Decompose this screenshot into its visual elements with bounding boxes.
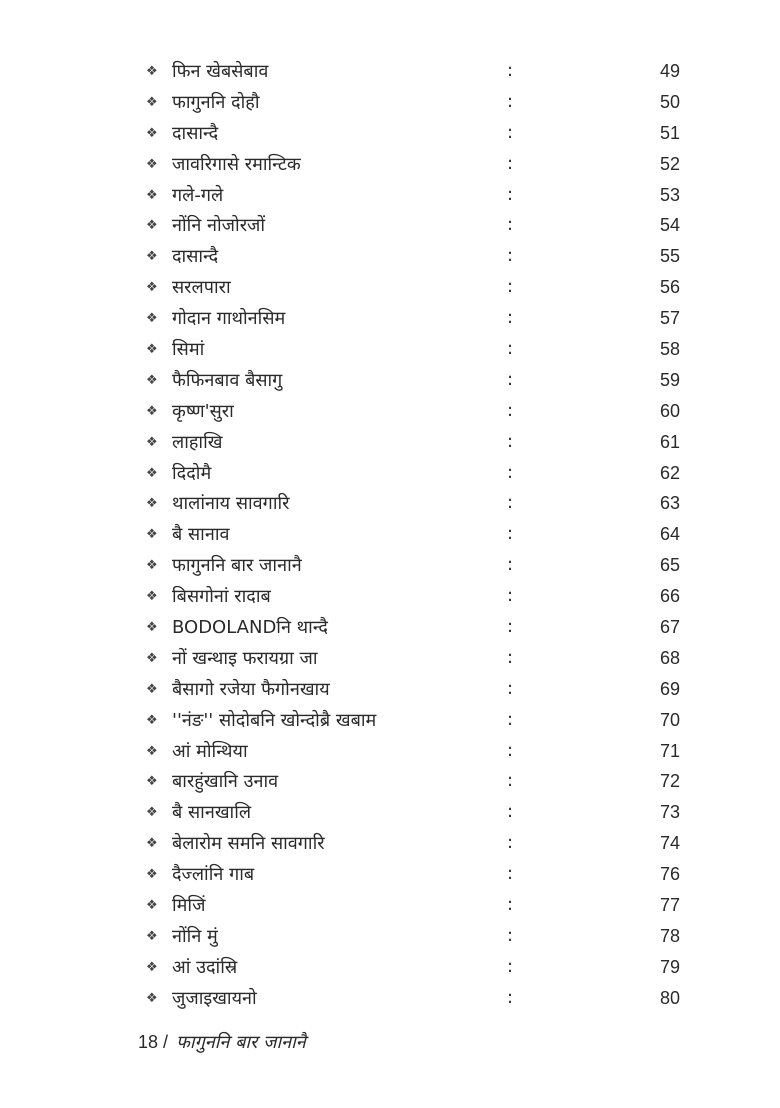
entry-title: बेलारोम समनि सावगारि [172,833,325,855]
toc-entry [0,583,780,614]
entry-separator: : [507,430,514,452]
entry-page-number: 63 [659,493,680,514]
entry-page-number: 69 [659,678,680,699]
diamond-dots-icon: ❖ [146,249,158,265]
diamond-dots-icon: ❖ [146,280,158,296]
toc-entry [0,89,780,120]
diamond-dots-icon: ❖ [146,836,158,852]
entry-title: फागुननि बार जानानै [172,555,302,577]
entry-title: मिजिं [172,895,206,917]
entry-page-number: 67 [659,617,680,638]
toc-entry [0,490,780,521]
entry-page-number: 52 [659,153,680,174]
entry-separator: : [507,368,514,390]
toc-entry [0,460,780,491]
diamond-dots-icon: ❖ [146,125,158,141]
entry-separator: : [507,523,514,545]
entry-title: बै सानाव [172,524,230,546]
entry-title: दासान्दै [172,246,219,268]
entry-separator: : [507,492,514,514]
entry-title: दासान्दै [172,122,219,144]
entry-page-number: 57 [659,308,680,329]
entry-page-number: 65 [659,555,680,576]
entry-separator: : [507,708,514,730]
diamond-dots-icon: ❖ [146,928,158,944]
entry-page-number: 62 [659,462,680,483]
toc-entry [0,738,780,769]
diamond-dots-icon: ❖ [146,465,158,481]
toc-entry [0,614,780,645]
diamond-dots-icon: ❖ [146,805,158,821]
entry-separator: : [507,677,514,699]
toc-entry [0,954,780,985]
toc-entry [0,58,780,89]
entry-separator: : [507,585,514,607]
toc-entry [0,768,780,799]
diamond-dots-icon: ❖ [146,867,158,883]
entry-page-number: 78 [659,925,680,946]
entry-page-number: 56 [659,277,680,298]
diamond-dots-icon: ❖ [146,959,158,975]
toc-entry [0,861,780,892]
entry-separator: : [507,121,514,143]
entry-page-number: 49 [659,61,680,81]
diamond-dots-icon: ❖ [146,774,158,790]
diamond-dots-icon: ❖ [146,311,158,327]
entry-separator: : [507,832,514,854]
entry-title: सिमां [172,339,205,361]
footer-page-number: 18 / [138,1032,169,1052]
entry-separator: : [507,214,514,236]
toc-entry [0,676,780,707]
entry-separator: : [507,924,514,946]
toc-entry [0,212,780,243]
entry-title: कृष्ण'सुरा [172,400,234,422]
toc-entry [0,182,780,213]
toc-entry [0,552,780,583]
entry-separator: : [507,955,514,977]
entry-title: बिसगोनां रादाब [172,586,271,608]
entry-separator: : [507,739,514,761]
entry-page-number: 54 [659,215,680,236]
entry-title: फागुननि दोहौ [172,91,260,113]
entry-separator: : [507,616,514,638]
entry-page-number: 73 [659,802,680,823]
diamond-dots-icon: ❖ [146,94,158,110]
diamond-dots-icon: ❖ [146,650,158,666]
diamond-dots-icon: ❖ [146,898,158,914]
entry-separator: : [507,461,514,483]
footer-book-title: फागुननि बार जानानै [176,1032,306,1053]
entry-title: दिदोमै [172,462,212,484]
diamond-dots-icon: ❖ [146,156,158,172]
toc-entry [0,645,780,676]
entry-title: जावरिगासे रमान्टिक [172,153,301,175]
entry-page-number: 59 [659,369,680,390]
diamond-dots-icon: ❖ [146,589,158,605]
entry-page-number: 64 [659,524,680,545]
entry-page-number: 60 [659,400,680,421]
entry-page-number: 61 [659,431,680,452]
entry-page-number: 71 [659,740,680,761]
entry-page-number: 58 [659,339,680,360]
entry-title: दैज्लांनि गाब [172,864,255,886]
diamond-dots-icon: ❖ [146,620,158,636]
entry-separator: : [507,801,514,823]
toc-entry [0,521,780,552]
diamond-dots-icon: ❖ [146,558,158,574]
toc-entry [0,336,780,367]
entry-title: गोदान गाथोनसिम [172,308,286,330]
entry-page-number: 50 [659,91,680,112]
toc-entry [0,892,780,923]
toc-entry [0,799,780,830]
entry-page-number: 70 [659,709,680,730]
diamond-dots-icon: ❖ [146,342,158,358]
entry-title: जुजाइखायनो [172,987,257,1009]
entry-separator: : [507,894,514,916]
toc-entry [0,429,780,460]
entry-title: ''नंङ'' सोदोबनि खोन्दोब्रै खबाम [172,709,377,731]
toc-entry [0,367,780,398]
page-footer [138,1030,306,1054]
toc-entry [0,243,780,274]
toc-entry [0,120,780,151]
diamond-dots-icon: ❖ [146,403,158,419]
entry-page-number: 53 [659,184,680,205]
diamond-dots-icon: ❖ [146,496,158,512]
toc-entry [0,274,780,305]
entry-title: नोंनि नोजोरजों [172,215,266,237]
toc-entry [0,985,780,1016]
table-of-contents [0,58,780,1016]
entry-separator: : [507,307,514,329]
entry-title: फिन खेबसेबाव [172,61,269,82]
diamond-dots-icon: ❖ [146,743,158,759]
toc-entry [0,305,780,336]
entry-title: सरलपारा [172,277,231,299]
entry-separator: : [507,276,514,298]
entry-title: बै सानखालि [172,802,252,824]
diamond-dots-icon: ❖ [146,712,158,728]
entry-page-number: 80 [659,987,680,1008]
entry-page-number: 68 [659,647,680,668]
entry-title: लाहाखि [172,431,223,453]
entry-separator: : [507,770,514,792]
entry-separator: : [507,554,514,576]
entry-page-number: 66 [659,586,680,607]
entry-title: आं मोन्थिया [172,740,248,762]
entry-title: फैफिनबाव बैसागु [172,369,283,391]
entry-title: बैसागो रजेया फैगोनखाय [172,678,330,700]
toc-entry [0,923,780,954]
entry-page-number: 77 [659,895,680,916]
diamond-dots-icon: ❖ [146,218,158,234]
entry-title: बारहुंखानि उनाव [172,771,279,793]
toc-entry [0,707,780,738]
diamond-dots-icon: ❖ [146,990,158,1006]
entry-separator: : [507,245,514,267]
entry-title: नों खन्थाइ फरायग्रा जा [172,647,318,669]
entry-title: गले-गले [172,184,224,206]
entry-separator: : [507,399,514,421]
entry-page-number: 51 [659,122,680,143]
diamond-dots-icon: ❖ [146,187,158,203]
entry-page-number: 72 [659,771,680,792]
entry-separator: : [507,60,514,81]
toc-entry [0,830,780,861]
entry-page-number: 55 [659,246,680,267]
toc-entry [0,398,780,429]
entry-title: थालांनाय सावगारि [172,493,290,515]
entry-page-number: 79 [659,956,680,977]
diamond-dots-icon: ❖ [146,681,158,697]
entry-separator: : [507,338,514,360]
entry-separator: : [507,986,514,1008]
entry-title: नोंनि मुं [172,925,218,947]
toc-entry [0,151,780,182]
entry-separator: : [507,90,514,112]
entry-separator: : [507,646,514,668]
diamond-dots-icon: ❖ [146,527,158,543]
diamond-dots-icon: ❖ [146,434,158,450]
entry-title: आं उदांस्रि [172,956,238,978]
diamond-dots-icon: ❖ [146,372,158,388]
diamond-dots-icon: ❖ [146,64,158,79]
entry-page-number: 74 [659,833,680,854]
entry-page-number: 76 [659,864,680,885]
entry-separator: : [507,152,514,174]
entry-separator: : [507,183,514,205]
entry-title: BODOLANDनि थान्दै [172,617,328,639]
entry-separator: : [507,863,514,885]
